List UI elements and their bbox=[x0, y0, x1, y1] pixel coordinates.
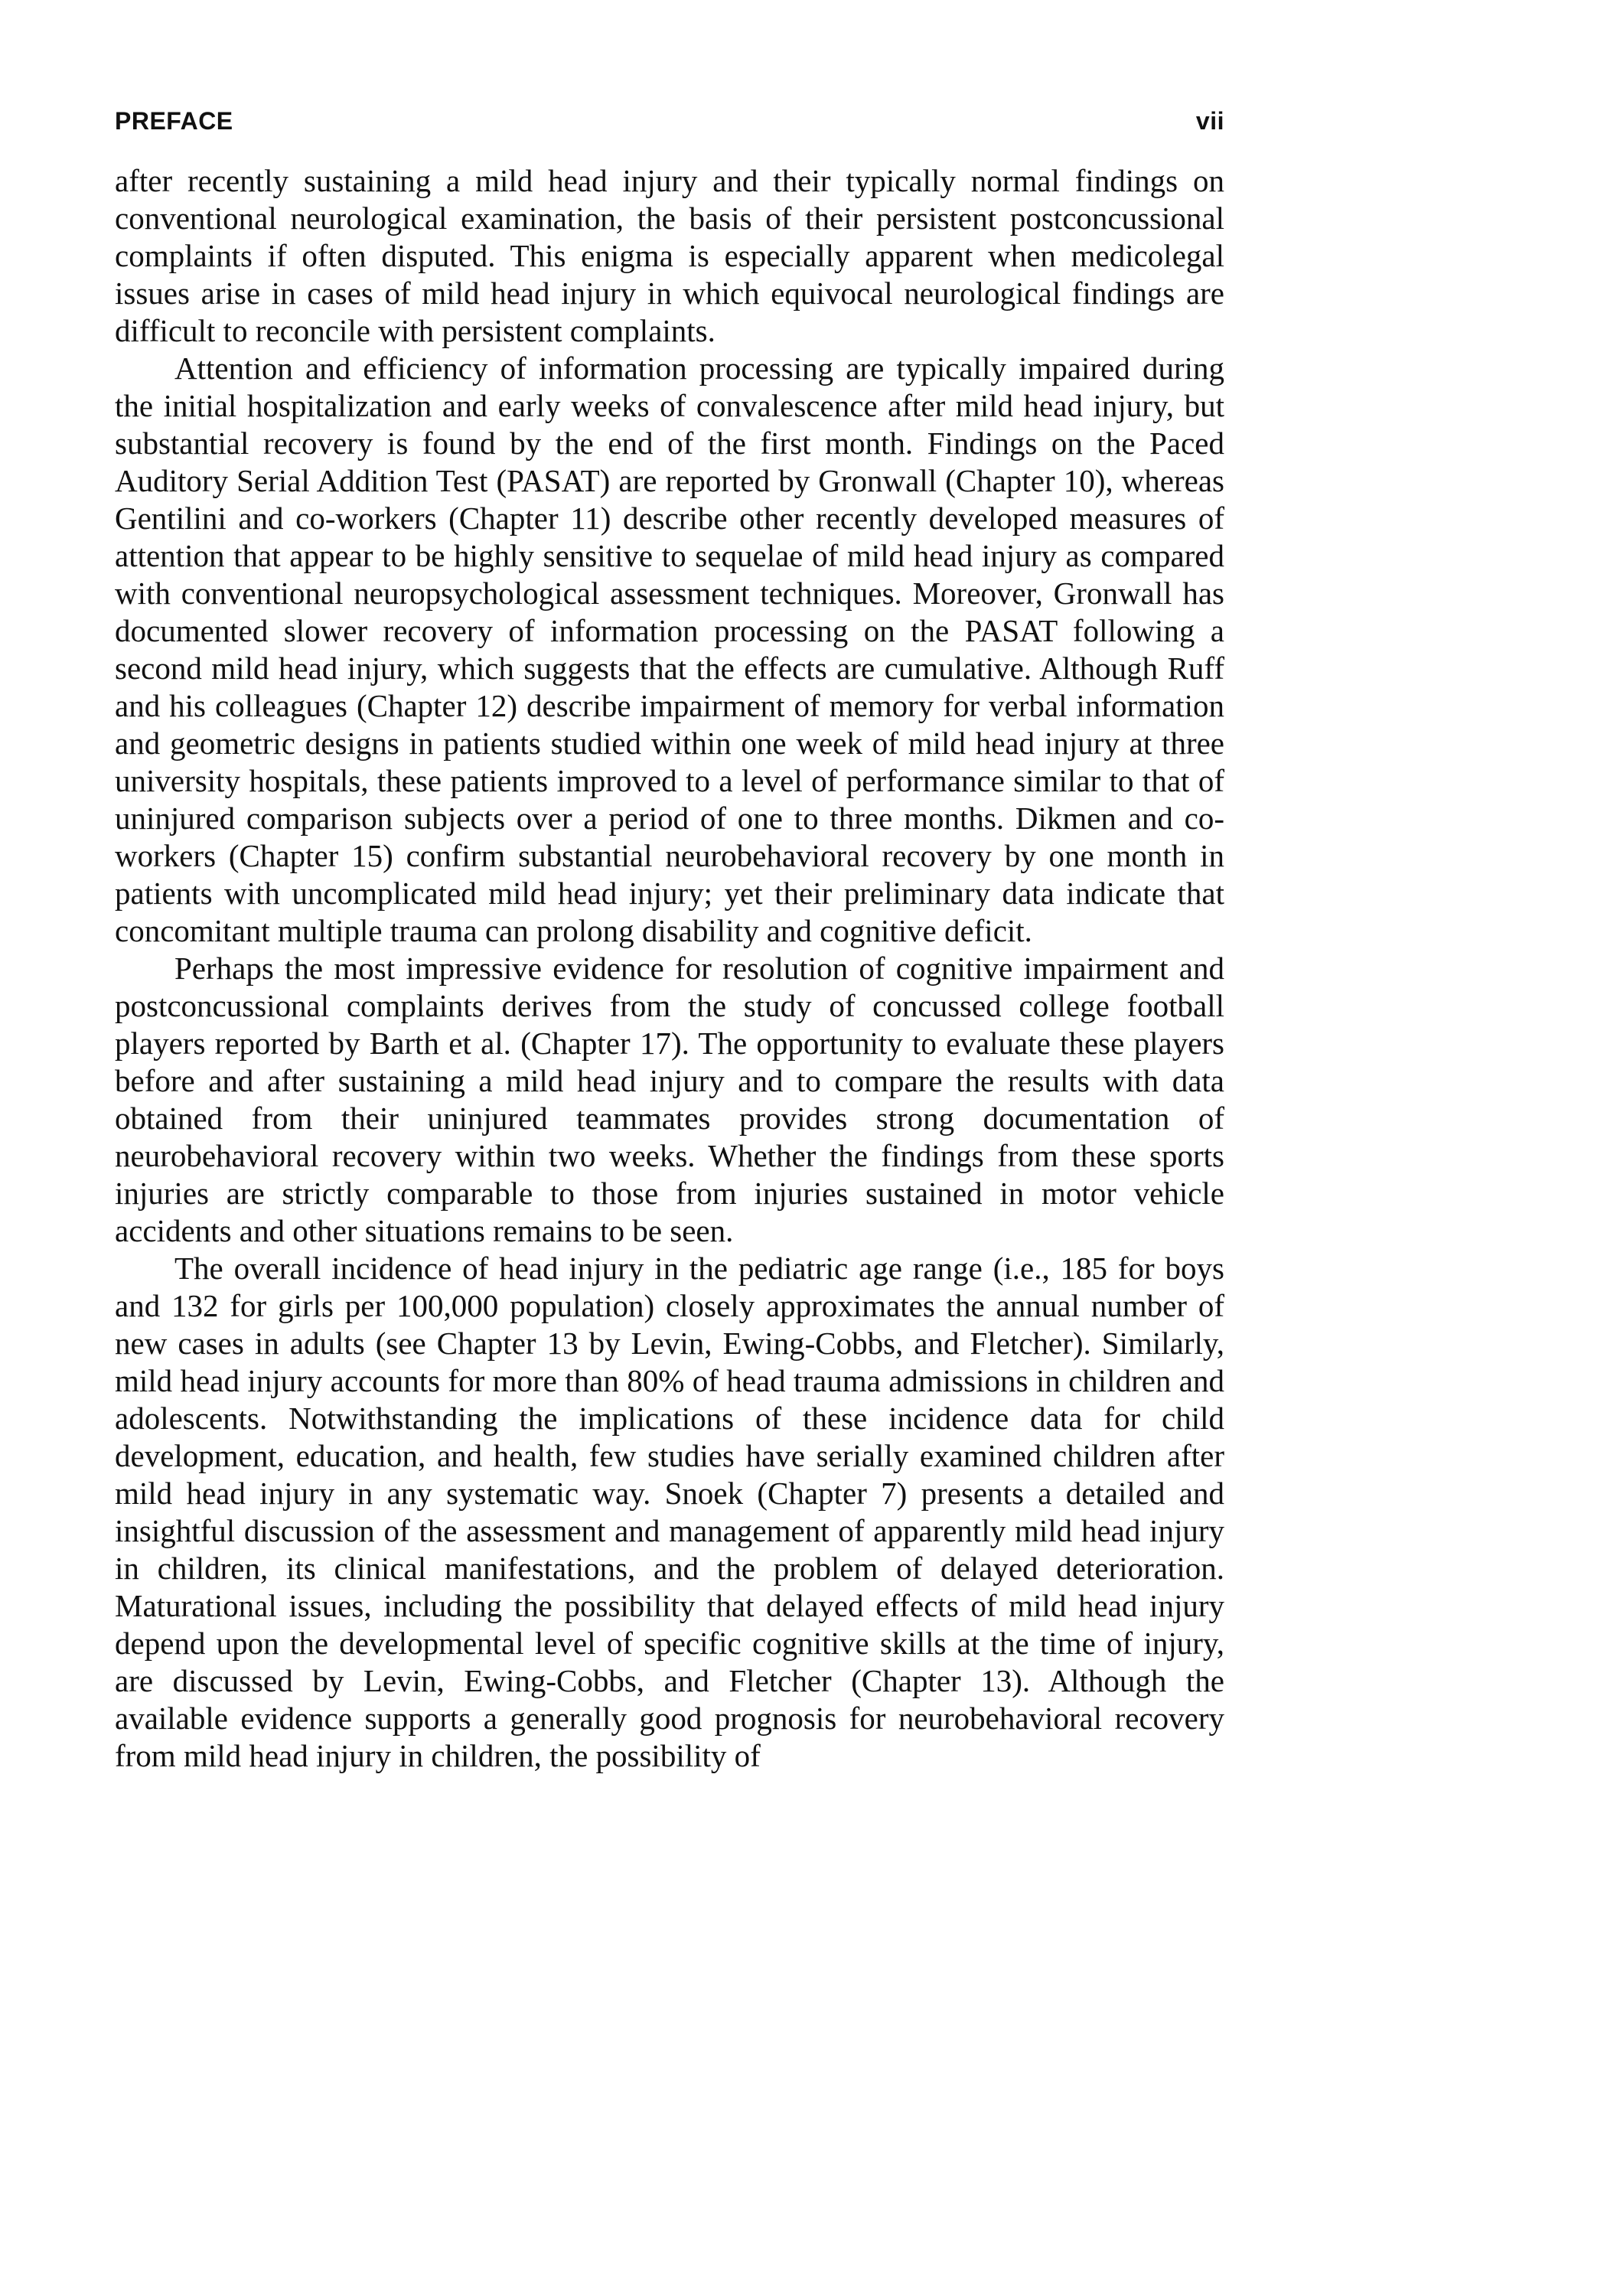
paragraph-football-players: Perhaps the most impressive evidence for resolution of cognitive impairment and postconcussional complaints derives from the study of concussed college football players reported by Barth et al. (Chapter 17). The opportunity to evaluate these players before and after sustaining a mild head injury and to compare the results with data obtained from their uninjured teammates provides strong documentation of neurobehavioral recovery within two weeks. Whether the findings from these sports injuries are strictly comparable to those from injuries sustained in motor vehicle accidents and other situations remains to be seen. bbox=[115, 951, 1224, 1248]
paragraph-pediatric: The overall incidence of head injury in the pediatric age range (i.e., 185 for boys and 132 for girls per 100,000 population) closely approximates the annual number of new cases in adults (see Chapter 13 by Levin, Ewing-Cobbs, and Fletcher). Similarly, mild head injury accounts for more than 80% of head trauma admissions in children and adolescents. Notwithstanding the implications of these incidence data for child development, education, and health, few studies have serially examined children after mild head injury in any systematic way. Snoek (Chapter 7) presents a detailed and insightful discussion of the assessment and management of apparently mild head injury in children, its clinical manifestations, and the problem of delayed deterioration. Maturational issues, including the possibility that delayed effects of mild head injury depend upon the developmental level of specific cognitive skills at the time of injury, are discussed by Levin, Ewing-Cobbs, and Fletcher (Chapter 13). Although the available evidence supports a generally good prognosis for neurobehavioral recovery from mild head injury in children, the possibility of bbox=[115, 1251, 1224, 1773]
paragraph-continued: after recently sustaining a mild head injury and their typically normal findings on conventional neurological examination, the basis of their persistent postconcussional complaints if often disputed. This enigma is especially apparent when medicolegal issues arise in cases of mild head injury in which equivocal neurological findings are difficult to reconcile with persistent complaints. bbox=[115, 163, 1224, 348]
book-page bbox=[115, 107, 1224, 2082]
page-number: vii bbox=[1195, 107, 1224, 135]
body-text bbox=[115, 162, 1224, 1775]
paragraph-attention: Attention and efficiency of information processing are typically impaired during the initial hospitalization and early weeks of convalescence after mild head injury, but substantial recovery is found by the end of the first month. Findings on the Paced Auditory Serial Addition Test (PASAT) are reported by Gronwall (Chapter 10), whereas Gentilini and co-workers (Chapter 11) describe other recently developed measures of attention that appear to be highly sensitive to sequelae of mild head injury as compared with conventional neuropsychological assessment techniques. Moreover, Gronwall has documented slower recovery of information processing on the PASAT following a second mild head injury, which suggests that the effects are cumulative. Although Ruff and his colleagues (Chapter 12) describe impairment of memory for verbal information and geometric designs in patients studied within one week of mild head injury at three university hospitals, these patients improved to a level of performance similar to that of uninjured comparison subjects over a period of one to three months. Dikmen and co-workers (Chapter 15) confirm substantial neurobehavioral recovery by one month in patients with uncomplicated mild head injury; yet their preliminary data indicate that concomitant multiple trauma can prolong disability and cognitive deficit. bbox=[115, 351, 1224, 948]
running-head bbox=[115, 107, 1224, 153]
running-title: PREFACE bbox=[115, 107, 233, 135]
